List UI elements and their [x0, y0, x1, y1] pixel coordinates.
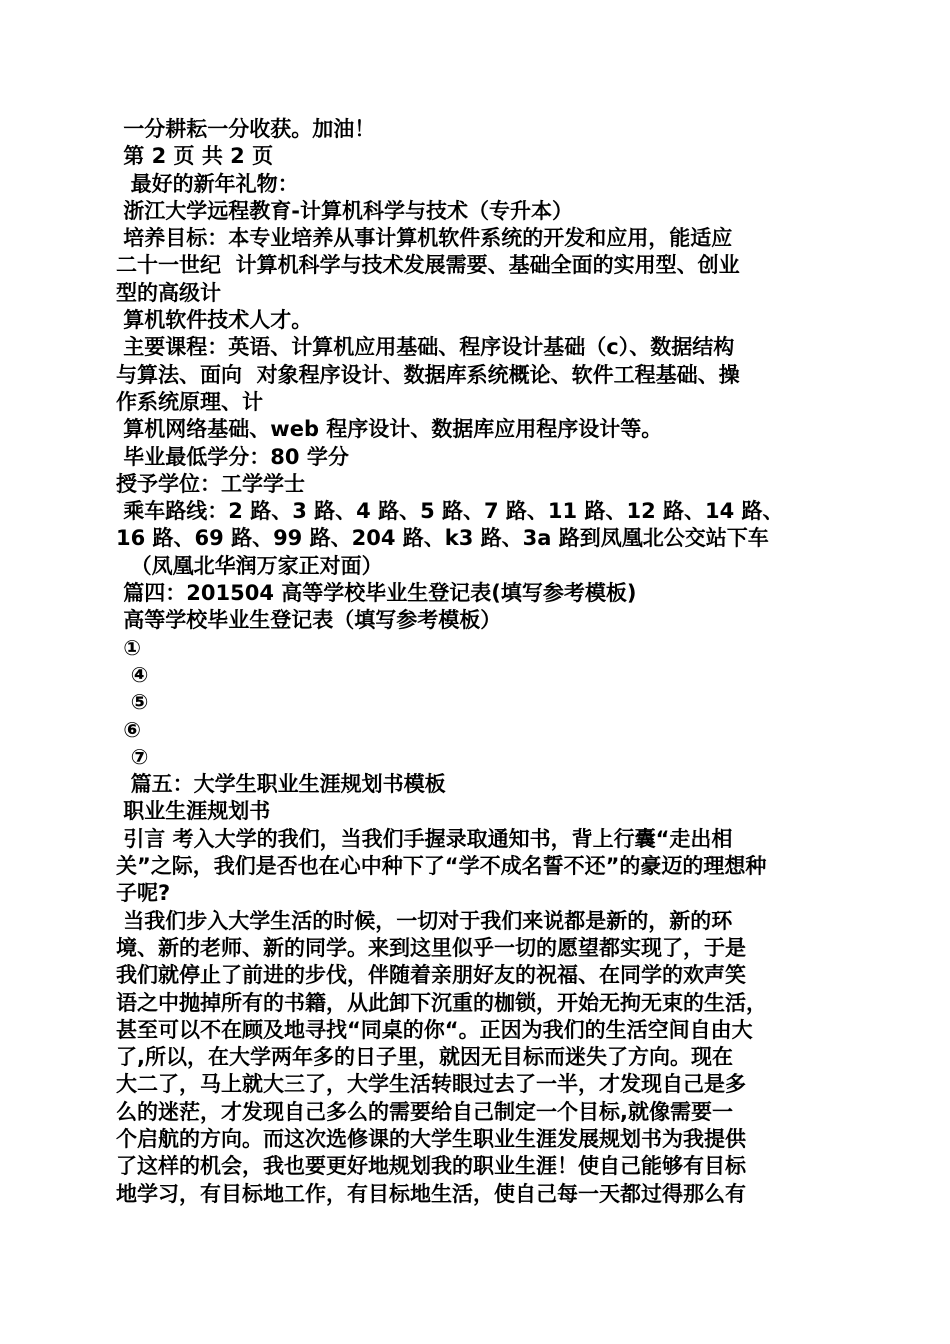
text-line: 篇四：201504 高等学校毕业生登记表(填写参考模板)	[116, 581, 637, 606]
text-line: 型的高级计	[116, 280, 221, 305]
text-line: 么的迷茫，才发现自己多么的需要给自己制定一个目标,就像需要一	[116, 1099, 733, 1124]
text-line: 大二了，马上就大三了，大学生活转眼过去了一半，才发现自己是多	[116, 1072, 746, 1097]
text-line: 主要课程：英语、计算机应用基础、程序设计基础（c）、数据结构	[116, 335, 735, 360]
text-line: 引言 考入大学的我们，当我们手握录取通知书，背上行囊“走出相	[116, 826, 733, 851]
text-line: ④	[116, 662, 149, 687]
text-line: 当我们步入大学生活的时候，一切对于我们来说都是新的，新的环	[116, 908, 733, 933]
document-body	[116, 116, 836, 1208]
text-line: 算机软件技术人才。	[116, 308, 313, 333]
text-line: 语之中抛掉所有的书籍，从此卸下沉重的枷锁，开始无拘无束的生活，	[116, 990, 767, 1015]
text-line: 关”之际，我们是否也在心中种下了“学不成名誓不还”的豪迈的理想种	[116, 854, 767, 879]
text-line: 篇五：大学生职业生涯规划书模板	[116, 772, 446, 797]
text-line: 境、新的老师、新的同学。来到这里似乎一切的愿望都实现了，于是	[116, 935, 746, 960]
text-line: 子呢?	[116, 881, 171, 906]
text-line: 一分耕耘一分收获。加油！	[116, 117, 376, 141]
text-line: 作系统原理、计	[116, 389, 263, 414]
text-line: ⑤	[116, 690, 149, 715]
text-line: 个启航的方向。而这次选修课的大学生职业生涯发展规划书为我提供	[116, 1126, 746, 1151]
text-line: 培养目标：本专业培养从事计算机软件系统的开发和应用，能适应	[116, 226, 733, 251]
text-line: 了这样的机会，我也要更好地规划我的职业生涯！使自己能够有目标	[116, 1154, 746, 1179]
text-line: 毕业最低学分：80 学分	[116, 444, 349, 469]
text-line: 第 2 页 共 2 页	[116, 144, 274, 169]
text-line: 16 路、69 路、99 路、204 路、k3 路、3a 路到凤凰北公交站下车	[116, 526, 769, 551]
text-line: 授予学位：工学学士	[116, 471, 305, 496]
text-line: （凤凰北华润万家正对面）	[116, 553, 383, 578]
text-line: 高等学校毕业生登记表（填写参考模板）	[116, 608, 502, 633]
text-line: ①	[116, 635, 142, 660]
text-line: 最好的新年礼物：	[116, 171, 299, 196]
text-line: 了,所以，在大学两年多的日子里，就因无目标而迷失了方向。现在	[116, 1045, 733, 1070]
text-line: 乘车路线：2 路、3 路、4 路、5 路、7 路、11 路、12 路、14 路、	[116, 499, 784, 524]
text-line: 地学习，有目标地工作，有目标地生活，使自己每一天都过得那么有	[116, 1181, 746, 1206]
text-line: 职业生涯规划书	[116, 799, 271, 824]
text-line: ⑥	[116, 717, 142, 742]
text-line: 算机网络基础、web 程序设计、数据库应用程序设计等。	[116, 417, 663, 442]
text-line: 我们就停止了前进的步伐，伴随着亲朋好友的祝福、在同学的欢声笑	[116, 963, 746, 988]
text-line: 浙江大学远程教育-计算机科学与技术（专升本）	[116, 198, 574, 223]
text-line: 二十一世纪 计算机科学与技术发展需要、基础全面的实用型、创业	[116, 253, 740, 278]
text-line: ⑦	[116, 744, 149, 769]
text-line: 与算法、面向 对象程序设计、数据库系统概论、软件工程基础、操	[116, 362, 740, 387]
text-line: 甚至可以不在顾及地寻找“同桌的你“。正因为我们的生活空间自由大	[116, 1017, 753, 1042]
